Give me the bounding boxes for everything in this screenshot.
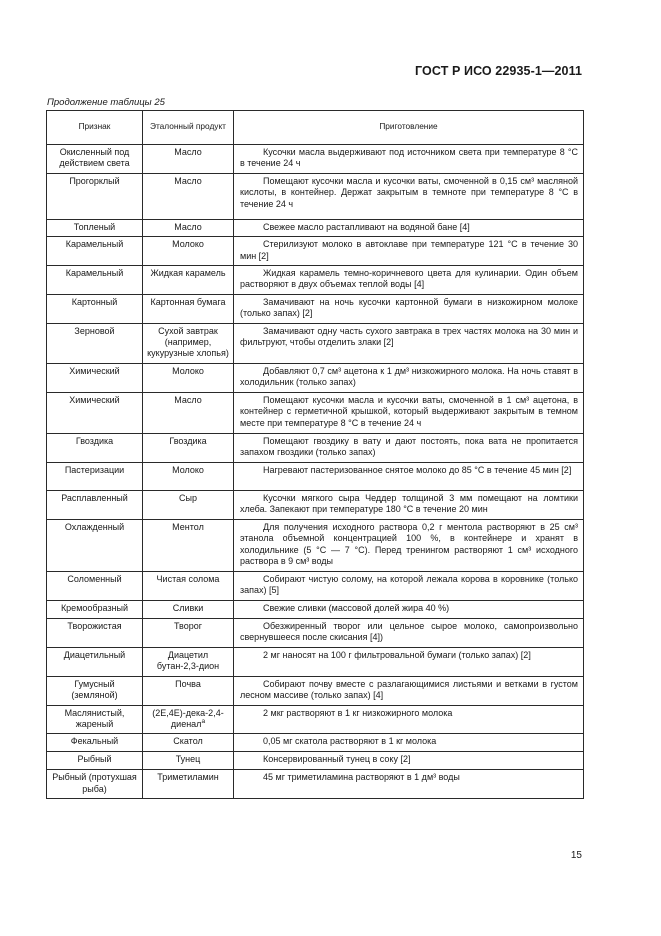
row-attribute: Кремообразный (47, 600, 143, 618)
row-attribute: Соломенный (47, 571, 143, 600)
row-reference-product-text: Молоко (172, 464, 204, 475)
row-attribute: Диацетильный (47, 647, 143, 676)
row-preparation: Замачивают на ночь кусочки картонной бумаги в низкожирном молоке (только запах) [2] (234, 294, 584, 323)
row-preparation: 0,05 мг скатола растворяют в 1 кг молока (234, 734, 584, 752)
row-reference-product-text: Картонная бумага (150, 296, 226, 307)
row-reference-product (143, 323, 234, 363)
row-preparation: Собирают чистую солому, на которой лежала корова в коровнике (только запах) [5] (234, 571, 584, 600)
footnote-marker: a (201, 717, 206, 725)
row-attribute: Химический (47, 363, 143, 392)
table-header-row (47, 111, 584, 145)
row-reference-product-text: Масло (174, 147, 202, 157)
row-preparation: Консервированный тунец в соку [2] (234, 752, 584, 770)
row-attribute: Пастеризации (47, 462, 143, 490)
row-reference-product-text: Чистая солома (156, 573, 220, 584)
row-reference-product (143, 219, 234, 236)
table-row (47, 266, 584, 295)
row-reference-product (143, 294, 234, 323)
row-attribute: Карамельный (47, 266, 143, 295)
row-preparation: 2 мг наносят на 100 г фильтровальной бумаги (только запах) [2] (234, 647, 584, 676)
row-attribute: Фекальный (47, 734, 143, 752)
table-row (47, 294, 584, 323)
row-preparation: Жидкая карамель темно-коричневого цвета для кулинарии. Один объем растворяют в двух объемах теплой воды [4] (234, 266, 584, 295)
table-continuation-caption: Продолжение таблицы 25 (47, 97, 165, 108)
table-row (47, 647, 584, 676)
row-reference-product (143, 676, 234, 705)
table-row (47, 705, 584, 734)
table-row (47, 618, 584, 647)
row-preparation: Для получения исходного раствора 0,2 г ментола растворяют в 25 см³ этанола объемной концентрацией 100 %, в контейнере и хранят в холодильнике (5 °С — 7 °С). Перед тренингом растворяют 1 см³ исходного раствора в 9 см³ воды (234, 519, 584, 571)
column-header-preparation: Приготовление (234, 111, 584, 145)
row-attribute: Химический (47, 392, 143, 433)
row-preparation: Помещают гвоздику в вату и дают постоять, пока вата не пропитается запахом гвоздики (только запах) (234, 433, 584, 462)
row-attribute: Расплавленный (47, 490, 143, 519)
row-reference-product-text: Молоко (172, 239, 204, 250)
row-reference-product (143, 770, 234, 799)
column-header-product: Эталонный продукт (143, 111, 234, 145)
row-attribute: Прогорклый (47, 173, 143, 219)
row-attribute: Творожистая (47, 618, 143, 647)
row-reference-product (143, 433, 234, 462)
table-row (47, 770, 584, 799)
row-preparation: 2 мкг растворяют в 1 кг низкожирного молока (234, 705, 584, 734)
row-attribute: Топленый (47, 219, 143, 236)
table-row (47, 752, 584, 770)
row-reference-product-text: Сыр (179, 492, 197, 503)
row-reference-product-text: Диацетил бутан-2,3-дион (156, 649, 220, 672)
row-preparation: Кусочки масла выдерживают под источником света при температуре 8 °С в течение 24 ч (234, 145, 584, 174)
row-attribute: Гвоздика (47, 433, 143, 462)
table-row (47, 734, 584, 752)
attribute-reference-table (46, 110, 584, 799)
row-reference-product (143, 145, 234, 174)
row-attribute: Рыбный (47, 752, 143, 770)
row-preparation: Свежее масло растапливают на водяной бане [4] (234, 219, 584, 236)
row-preparation: Замачивают одну часть сухого завтрака в трех частях молока на 30 мин и фильтруют, чтобы отделить злаки [2] (234, 323, 584, 363)
row-preparation: Собирают почву вместе с разлагающимися листьями и ветками в густом лесном массиве (только запах) [4] (234, 676, 584, 705)
row-preparation: Свежие сливки (массовой долей жира 40 %) (234, 600, 584, 618)
page-number: 15 (570, 850, 582, 861)
table-row (47, 600, 584, 618)
row-preparation: 45 мг триметиламина растворяют в 1 дм³ воды (234, 770, 584, 799)
row-preparation: Добавляют 0,7 см³ ацетона к 1 дм³ низкожирного молока. На ночь ставят в холодильник (только запах) (234, 363, 584, 392)
table-row (47, 173, 584, 219)
row-preparation: Помещают кусочки масла и кусочки ваты, смоченной в 1 см³ ацетона, в контейнер с герметичной крышкой, который выдерживают закрытым в темном месте при температуре 8 °С в течение 24 ч (234, 392, 584, 433)
row-reference-product-text: Скатол (173, 736, 203, 747)
row-reference-product (143, 571, 234, 600)
table-row (47, 676, 584, 705)
row-reference-product-text: (2E,4E)-дека-2,4-диенал (152, 707, 224, 729)
row-reference-product-text: Молоко (172, 365, 204, 376)
row-attribute: Гумусный (земляной) (47, 676, 143, 705)
row-attribute: Зерновой (47, 323, 143, 363)
table-row (47, 519, 584, 571)
row-reference-product (143, 392, 234, 433)
table-row (47, 571, 584, 600)
row-preparation: Стерилизуют молоко в автоклаве при температуре 121 °С в течение 30 мин [2] (234, 237, 584, 266)
row-reference-product (143, 752, 234, 770)
row-reference-product-text: Триметиламин (157, 772, 219, 783)
table-row (47, 392, 584, 433)
table-row (47, 219, 584, 236)
row-preparation: Обезжиренный творог или цельное сырое молоко, самопроизвольно свернувшееся после скисания [4]) (234, 618, 584, 647)
row-reference-product-text: Сливки (172, 602, 204, 613)
row-reference-product-text: Творог (173, 620, 203, 631)
table-row (47, 363, 584, 392)
row-reference-product-text: Тунец (175, 754, 201, 765)
row-attribute: Окисленный под действием света (47, 145, 143, 174)
document-standard-code: ГОСТ Р ИСО 22935-1—2011 (415, 64, 582, 78)
row-reference-product-text: Сухой завтрак (например, кукурузные хлопья) (147, 325, 229, 359)
row-preparation: Нагревают пастеризованное снятое молоко до 85 °С в течение 45 мин [2] (234, 462, 584, 490)
row-reference-product (143, 734, 234, 752)
row-preparation: Кусочки мягкого сыра Чеддер толщиной 3 мм помещают на ломтики хлеба. Запекают при температуре 180 °С в течение 20 мин (234, 490, 584, 519)
row-attribute: Карамельный (47, 237, 143, 266)
row-reference-product (143, 490, 234, 519)
row-reference-product (143, 363, 234, 392)
table-row (47, 145, 584, 174)
row-reference-product (143, 705, 234, 734)
table-row (47, 490, 584, 519)
column-header-attribute: Признак (47, 111, 143, 145)
row-attribute: Маслянистый, жареный (47, 705, 143, 734)
row-reference-product (143, 647, 234, 676)
row-reference-product-text: Почва (175, 678, 201, 689)
row-attribute: Картонный (47, 294, 143, 323)
row-reference-product (143, 173, 234, 219)
row-preparation: Помещают кусочки масла и кусочки ваты, смоченной в 0,15 см³ масляной кислоты, в контейнер. Держат закрытым в темноте при температуре 8 °С в течение 24 ч (234, 173, 584, 219)
table-row (47, 462, 584, 490)
row-reference-product-text: Жидкая карамель (150, 268, 226, 279)
row-reference-product (143, 266, 234, 295)
table-row (47, 323, 584, 363)
row-reference-product-text: Гвоздика (169, 435, 207, 446)
row-attribute: Охлажденный (47, 519, 143, 571)
row-reference-product (143, 462, 234, 490)
table-row (47, 237, 584, 266)
row-attribute: Рыбный (протухшая рыба) (47, 770, 143, 799)
row-reference-product (143, 519, 234, 571)
row-reference-product (143, 600, 234, 618)
row-reference-product (143, 618, 234, 647)
row-reference-product (143, 237, 234, 266)
row-reference-product-text: Масло (174, 221, 202, 232)
table-row (47, 433, 584, 462)
row-reference-product-text: Масло (174, 175, 202, 186)
row-reference-product-text: Ментол (172, 521, 204, 532)
row-reference-product-text: Масло (174, 394, 202, 405)
